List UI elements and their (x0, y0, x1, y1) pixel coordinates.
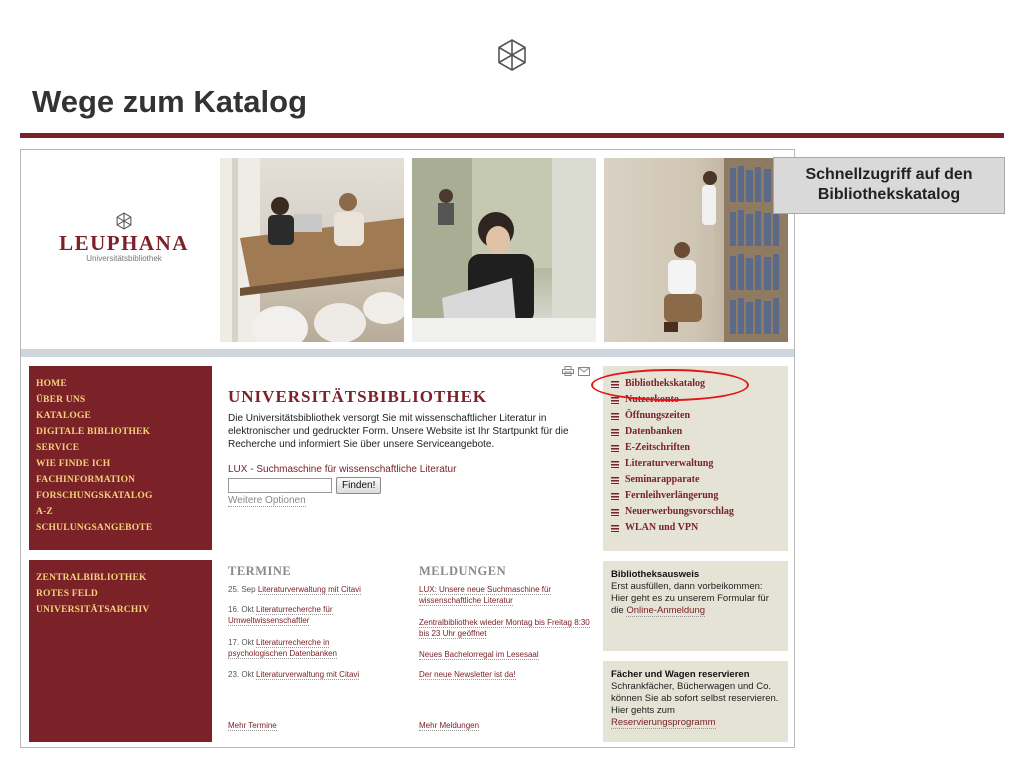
news-item (419, 669, 599, 680)
nav-item-fachinformation[interactable]: FACHINFORMATION (36, 475, 136, 485)
mail-icon[interactable] (578, 367, 590, 376)
nav-item-service[interactable]: SERVICE (36, 443, 80, 453)
online-anmeldung-link[interactable]: Online-Anmeldung (626, 605, 706, 616)
nav-item-rotes-feld[interactable]: ROTES FELD (36, 589, 98, 599)
library-logo[interactable] (39, 212, 209, 272)
intro-text: Die Universitätsbibliothek versorgt Sie mit wissenschaftlicher Literatur in elektronischer und gedruckter Form. Unsere Website ist Ihr Startpunkt für die Recherche und informiert Sie über unsere Serviceangebote. (228, 413, 569, 450)
faecher-box (603, 661, 788, 742)
event-item (228, 584, 408, 595)
nav-item-zentralbibliothek[interactable]: ZENTRALBIBLIOTHEK (36, 573, 147, 583)
list-bullet-icon (611, 445, 619, 452)
lux-search-label: LUX - Suchmaschine für wissenschaftliche Literatur (228, 464, 457, 475)
quick-link-fernleihverlaengerung[interactable] (611, 488, 788, 504)
quick-link-wlan-vpn[interactable] (611, 520, 788, 536)
event-item (228, 669, 408, 680)
photo-bookshelves (604, 158, 788, 342)
news-link[interactable]: Neues Bachelorregal im Lesesaal (419, 650, 539, 659)
library-website-screenshot (20, 149, 795, 748)
logo-subtitle: Universitätsbibliothek (86, 254, 162, 263)
quick-link-e-zeitschriften[interactable] (611, 440, 788, 456)
quick-link-label: Literaturverwaltung (625, 458, 714, 469)
slide-title: Wege zum Katalog (32, 84, 308, 119)
event-date: 23. Okt (228, 670, 254, 679)
lux-search-input[interactable] (228, 478, 332, 493)
ausweis-box (603, 561, 788, 651)
faecher-text: Schrankfächer, Bücherwagen und Co. können Sie ab sofort selbst reservieren. Hier gehts zum (611, 681, 779, 716)
nav-item-wie-finde-ich[interactable]: WIE FINDE ICH (36, 459, 111, 469)
callout-box (773, 157, 1005, 214)
quick-link-oeffnungszeiten[interactable] (611, 408, 788, 424)
nav-item-a-z[interactable]: A-Z (36, 507, 53, 517)
news-link[interactable]: LUX: Unsere neue Suchmaschine für wissenschaftliche Literatur (419, 585, 552, 605)
nav-item-ueber-uns[interactable]: ÜBER UNS (36, 395, 86, 405)
termine-heading: TERMINE (228, 564, 292, 578)
list-bullet-icon (611, 493, 619, 500)
nav-item-universitaetsarchiv[interactable]: UNIVERSITÄTSARCHIV (36, 605, 150, 615)
find-button[interactable]: Finden! (336, 477, 381, 494)
photo-student-at-laptop (412, 158, 596, 342)
ausweis-title: Bibliotheksausweis (611, 569, 700, 580)
print-icon[interactable] (562, 366, 574, 376)
event-item (228, 604, 368, 626)
meldungen-heading: MELDUNGEN (419, 564, 507, 578)
event-date: 25. Sep (228, 585, 256, 594)
nav-item-schulungsangebote[interactable]: SCHULUNGSANGEBOTE (36, 523, 153, 533)
event-link[interactable]: Literaturverwaltung mit Citavi (256, 670, 360, 679)
list-bullet-icon (611, 413, 619, 420)
quick-link-literaturverwaltung[interactable] (611, 456, 788, 472)
leuphana-cube-icon (495, 38, 529, 72)
leuphana-logo-icon (115, 212, 133, 230)
page-heading: UNIVERSITÄTSBIBLIOTHEK (228, 387, 488, 406)
list-bullet-icon (611, 509, 619, 516)
nav-item-home[interactable]: HOME (36, 379, 67, 389)
list-bullet-icon (611, 397, 619, 404)
list-bullet-icon (611, 461, 619, 468)
nav-item-kataloge[interactable]: KATALOGE (36, 411, 92, 421)
ausweis-text: Erst ausfüllen, dann vorbeikommen: Hier geht es zu unserem Formular für die (611, 581, 769, 616)
faecher-title: Fächer und Wagen reservieren (611, 669, 750, 680)
header-divider (21, 349, 795, 357)
quick-link-label: Datenbanken (625, 426, 683, 437)
main-navigation (29, 366, 212, 550)
news-link[interactable]: Zentralbibliothek wieder Montag bis Freitag 8:30 bis 23 Uhr geöffnet (419, 618, 590, 638)
highlight-ellipse (591, 369, 749, 401)
nav-item-forschungskatalog[interactable]: FORSCHUNGSKATALOG (36, 491, 153, 501)
quick-link-label: Neuerwerbungsvorschlag (625, 506, 734, 517)
event-item (228, 637, 368, 659)
list-bullet-icon (611, 525, 619, 532)
reservierungsprogramm-link[interactable]: Reservierungsprogramm (611, 717, 716, 728)
event-link[interactable]: Literaturrecherche für Umweltwissenschaftler (228, 605, 333, 625)
news-item (419, 649, 599, 660)
event-date: 16. Okt (228, 605, 254, 614)
quick-link-label: E-Zeitschriften (625, 442, 690, 453)
callout-line-2: Bibliothekskatalog (817, 186, 961, 203)
nav-item-digitale-bibliothek[interactable]: DIGITALE BIBLIOTHEK (36, 427, 151, 437)
quick-link-label: Öffnungszeiten (625, 410, 690, 421)
title-divider (20, 133, 1004, 138)
news-link[interactable]: Der neue Newsletter ist da! (419, 670, 516, 679)
quick-link-label: Fernleihverlängerung (625, 490, 719, 501)
event-link[interactable]: Literaturrecherche in psychologischen Datenbanken (228, 638, 337, 658)
quick-link-seminarapparate[interactable] (611, 472, 788, 488)
list-bullet-icon (611, 477, 619, 484)
more-options-link[interactable]: Weitere Optionen (228, 495, 306, 506)
location-navigation (29, 560, 212, 742)
quick-link-label: WLAN und VPN (625, 522, 699, 533)
more-meldungen-link[interactable]: Mehr Meldungen (419, 721, 480, 730)
news-item (419, 617, 591, 639)
quick-link-label: Nutzerkonto (625, 394, 679, 405)
event-link[interactable]: Literaturverwaltung mit Citavi (257, 585, 361, 594)
quick-link-neuerwerbungsvorschlag[interactable] (611, 504, 788, 520)
more-termine-link[interactable]: Mehr Termine (228, 721, 277, 730)
list-bullet-icon (611, 429, 619, 436)
quick-link-datenbanken[interactable] (611, 424, 788, 440)
callout-line-1: Schnellzugriff auf den (805, 166, 973, 183)
news-item (419, 584, 571, 606)
logo-name: LEUPHANA (59, 231, 189, 255)
event-date: 17. Okt (228, 638, 254, 647)
quick-link-label: Seminarapparate (625, 474, 700, 485)
photo-students-at-table (220, 158, 404, 342)
quick-link-label: Bibliothekskatalog (625, 378, 706, 389)
